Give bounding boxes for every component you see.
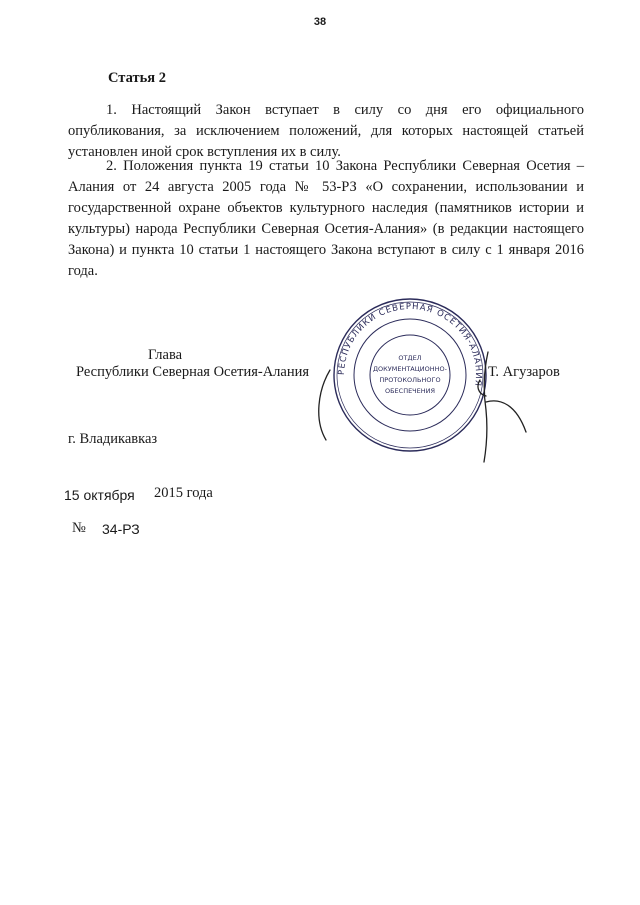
date-day-month: 15 октября: [64, 487, 135, 503]
stamp-inner-line-1: ОТДЕЛ: [398, 354, 422, 362]
number-sign: №: [72, 520, 86, 536]
stamp-inner-line-2: ДОКУМЕНТАЦИОННО-: [372, 365, 448, 373]
signatory-organization: Республики Северная Осетия-Алания: [76, 364, 310, 380]
signatory-title: Глава: [148, 347, 183, 363]
stamp-inner-line-3: ПРОТОКОЛЬНОГО: [379, 376, 441, 384]
handwritten-signature: [300, 330, 540, 470]
stamp-inner-line-4: ОБЕСПЕЧЕНИЯ: [384, 387, 436, 395]
page-number: 38: [313, 16, 327, 28]
article-paragraph-2: 2. Положения пункта 19 статьи 10 Закона Республики Северная Осетия – Алания от 24 августа 2005 года № 53-РЗ «О сохранении, использовании и государственной охране объектов культурного наследия (памятников истории и культуры) народа Республики Северная Осетия-Алания» (в редакции настоящего Закона) и пункта 10 статьи 1 настоящего Закона вступают в силу с 1 января 2016 года.: [68, 158, 584, 279]
article-heading: Статья 2: [108, 70, 166, 86]
law-number: 34-РЗ: [102, 521, 140, 537]
signatory-name: Т. Агузаров: [488, 364, 560, 380]
city: г. Владикавказ: [68, 431, 158, 447]
article-paragraph-1: 1. Настоящий Закон вступает в силу со дня его официального опубликования, за исключением положений, для которых настоящей статьей установлен иной срок вступления их в силу.: [68, 102, 584, 160]
stamp-outer-text: РЕСПУБЛИКИ СЕВЕРНАЯ ОСЕТИЯ-АЛАНИЯ: [336, 301, 484, 388]
date-year: 2015 года: [154, 485, 213, 501]
